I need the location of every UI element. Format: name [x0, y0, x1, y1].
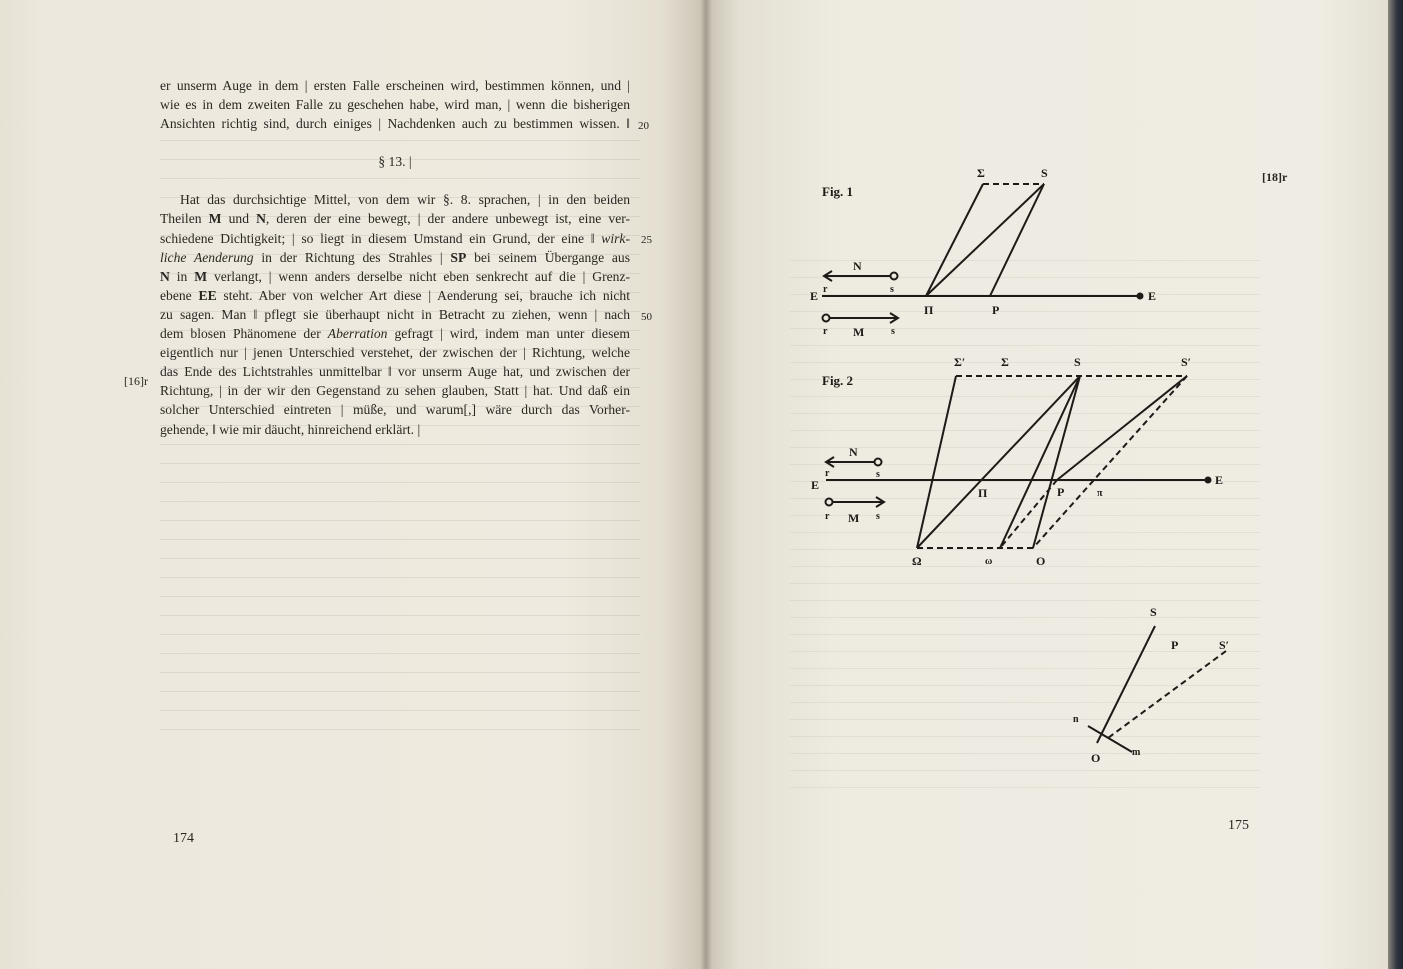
text-segment: das Ende des Lichtstrahles unmittelbar ‖ vor unserm Auge hat, und zwischen der	[160, 364, 630, 380]
fig1-title: Fig. 1	[822, 184, 854, 199]
fig2-label-Pi: Π	[978, 486, 988, 500]
text-segment: steht. Aber von welcher Art diese | Aenderung sei, brauche ich nicht	[216, 287, 631, 303]
text-segment: M	[194, 268, 208, 284]
fig1-label-E-right: E	[1148, 289, 1157, 303]
text-segment: , deren der eine bewegt, | der andere unbewegt ist, eine ver-	[265, 211, 631, 227]
fig1-label-P: P	[992, 303, 1000, 317]
text-segment: Aberration	[327, 326, 388, 342]
text-segment: ebene	[160, 287, 199, 303]
fig2-label-O: O	[1036, 554, 1046, 568]
fig2-label-S-prime: S′	[1181, 355, 1192, 369]
fig3-diagram	[1088, 626, 1226, 752]
fig3-label-S-prime: S′	[1219, 638, 1230, 652]
page-number: 175	[1228, 818, 1249, 833]
text-line: wie es in dem zweiten Falle zu geschehen habe, wird man, | wenn die bisherigen	[160, 97, 630, 113]
text-segment: M	[208, 211, 222, 227]
text-segment: dem blosen Phänomene der	[160, 326, 328, 342]
fig1-label-M: M	[853, 325, 865, 339]
fig2-label-pi: π	[1097, 488, 1103, 499]
text-segment: schiedene Dichtigkeit; | so liegt in diesem Umstand ein Grund, der eine ‖	[160, 230, 602, 246]
text-segment: SP	[450, 249, 467, 265]
text-segment: verlangt, | wenn anders derselbe nicht eben senkrecht auf die | Grenz-	[207, 268, 631, 284]
fig1-label-s2: s	[891, 326, 895, 337]
fig1-label-E-left: E	[810, 289, 819, 303]
text-segment: N	[160, 268, 170, 284]
text-line: Ansichten richtig sind, durch einiges | Nachdenken auch zu bestimmen wissen. ‖	[160, 116, 630, 132]
text-segment: solcher Unterschied eintreten | müße, und warum[,] wäre durch das Vorher-	[160, 402, 630, 418]
text-segment: liche Aenderung	[160, 249, 254, 265]
line-number: 50	[641, 311, 652, 323]
fig2-label-E-left: E	[811, 478, 820, 492]
text-segment: Hat das durchsichtige Mittel, von dem wir §. 8. sprachen, | in den beiden	[180, 192, 630, 208]
fig2-label-S: S	[1074, 355, 1081, 369]
text-segment: und	[221, 211, 257, 227]
fig2-label-N: N	[849, 445, 858, 459]
text-segment: Theilen	[160, 211, 209, 227]
fig2-label-r2: r	[825, 511, 830, 522]
text-segment: eigentlich nur | jenen Unterschied verstehet, der zwischen der | Richtung, welche	[160, 345, 630, 361]
text-segment: bei seinem Übergange aus	[466, 249, 631, 265]
text-segment: Richtung, | in der wir den Gegenstand zu sehen glauben, Statt | hat. Und daß ein	[160, 383, 630, 399]
text-segment: zu sagen. Man ‖ pflegt sie überhaupt nicht in Betracht zu ziehen, wenn | nach	[160, 306, 630, 322]
fig1-label-s1: s	[890, 284, 894, 295]
fig2-label-M: M	[848, 511, 860, 525]
fig1-label-r2: r	[823, 326, 828, 337]
fig3-label-m: m	[1132, 747, 1141, 758]
fig1-label-S: S	[1041, 166, 1048, 180]
fig2-label-s2: s	[876, 511, 880, 522]
text-line: er unserm Auge in dem | ersten Falle erscheinen wird, bestimmen können, und |	[160, 78, 630, 93]
text-segment: N	[256, 211, 266, 227]
folio-mark: [16]r	[124, 374, 148, 388]
text-segment: wirk-	[601, 230, 630, 246]
text-segment: in	[169, 268, 195, 284]
fig2-label-r1: r	[825, 468, 830, 479]
fig2-title: Fig. 2	[822, 373, 854, 388]
fig1-label-r1: r	[823, 284, 828, 295]
line-number: 25	[641, 234, 652, 246]
section-heading: § 13. |	[378, 154, 412, 170]
fig3-label-n: n	[1073, 714, 1079, 725]
text-segment: EE	[198, 287, 217, 303]
folio-mark: [18]r	[1262, 170, 1288, 184]
line-number: 20	[638, 120, 649, 132]
fig2-diagram	[826, 376, 1211, 548]
fig1-label-sigma: Σ	[977, 166, 985, 180]
fig1-label-N: N	[853, 259, 862, 273]
fig3-label-S: S	[1150, 605, 1157, 619]
fig2-label-Omega: Ω	[912, 554, 922, 568]
fig3-label-P: P	[1171, 638, 1179, 652]
fig2-label-omega: ω	[985, 556, 993, 567]
fig2-label-s1: s	[876, 469, 880, 480]
text-segment: gefragt | wird, indem man unter diesem	[387, 326, 630, 342]
fig1-label-Pi: Π	[924, 303, 934, 317]
page-number: 174	[173, 831, 194, 846]
fig1-diagram	[822, 184, 1143, 323]
fig2-label-E-right: E	[1215, 473, 1224, 487]
fig2-label-P: P	[1057, 485, 1065, 499]
fig3-label-O: O	[1091, 751, 1101, 765]
fig2-label-sigma-prime: Σ′	[954, 355, 966, 369]
fig2-label-sigma: Σ	[1001, 355, 1009, 369]
text-segment: in der Richtung des Strahles |	[253, 249, 451, 265]
text-segment: gehende, ‖ wie mir däucht, hinreichend erklärt. |	[160, 421, 421, 437]
